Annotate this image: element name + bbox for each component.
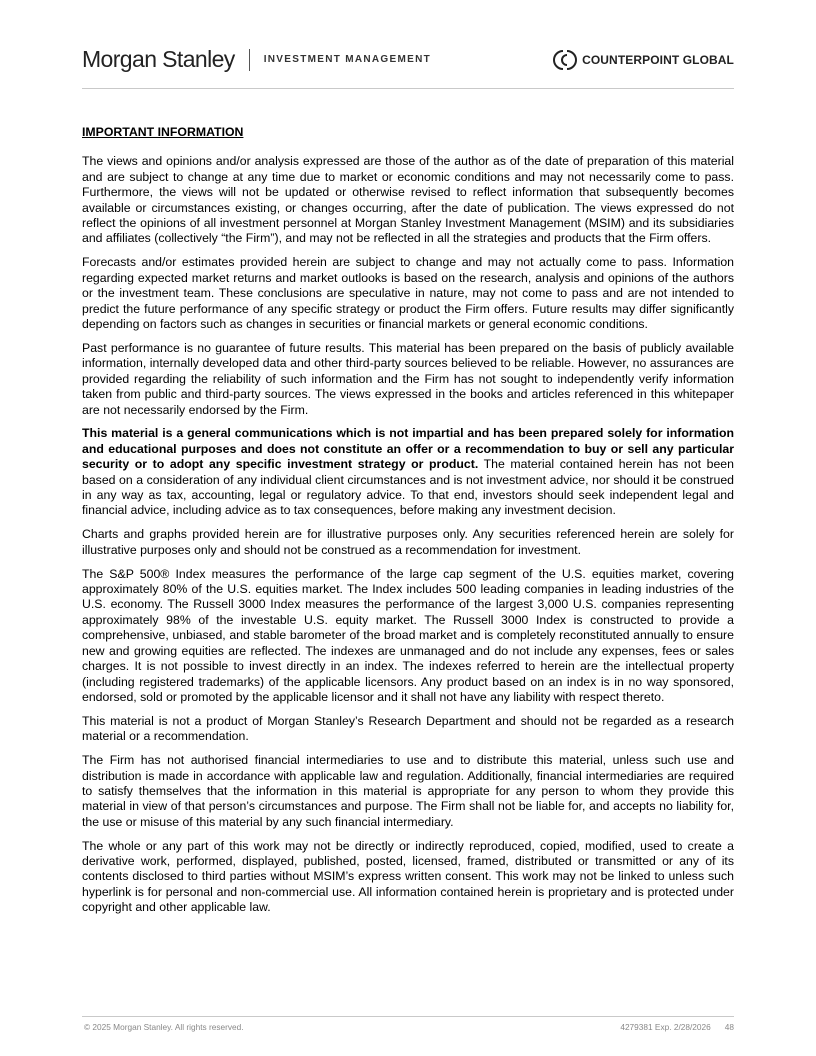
paragraph-bold-lead: This material is a general communications which is not impartial and has been prepared solely for information and educational purposes and does not constitute an offer or a recommendation to buy or sell any particular security or to adopt any specific investment strategy or product. <box>82 426 734 472</box>
division-label: INVESTMENT MANAGEMENT <box>263 54 432 65</box>
paragraph-text: Past performance is no guarantee of future results. This material has been prepared on the basis of publicly available information, internally developed data and other third-party sources believed to be reliable. However, no assurances are provided regarding the reliability of such information and the Firm has not sought to independently verify information taken from public and third-party sources. The views expressed in the books and articles referenced in this whitepaper are not necessarily endorsed by the Firm. <box>82 340 734 417</box>
paragraph-text: The views and opinions and/or analysis expressed are those of the author as of the date of preparation of this material and are subject to change at any time due to market or economic conditions and may not necessarily come to pass. Furthermore, the views will not be updated or otherwise revised to reflect information that subsequently becomes available or circumstances existing, or changes occurring, after the date of publication. The views expressed do not reflect the opinions of all investment personnel at Morgan Stanley Investment Management (MSIM) and its subsidiaries and affiliates (collectively “the Firm”), and may not be reflected in all the strategies and products that the Firm offers. <box>82 154 734 246</box>
paragraph-views-opinions <box>82 154 734 246</box>
paragraph-text: This material is not a product of Morgan Stanley’s Research Department and should not be regarded as a research material or a recommendation. <box>82 713 734 744</box>
paragraph-text: Charts and graphs provided herein are for illustrative purposes only. Any securities referenced herein are solely for illustrative purposes only and should not be construed as a recommendation for investment. <box>82 527 734 557</box>
paragraph-text: The S&P 500® Index measures the performance of the large cap segment of the U.S. equities market, covering approximately 80% of the U.S. equities market. The Index includes 500 leading companies in leading industries of the U.S. economy. The Russell 3000 Index measures the performance of the largest 3,000 U.S. companies representing approximately 98% of the investable U.S. equity market. The Russell 3000 Index is constructed to provide a comprehensive, unbiased, and stable barometer of the broad market and is completely reconstituted annually to ensure new and growing equities are reflected. The indexes are unmanaged and do not include any expenses, fees or sales charges. It is not possible to invest directly in an index. The indexes referred to herein are the intellectual property (including registered trademarks) of the applicable licensors. Any product based on an index is in no way sponsored, endorsed, sold or promoted by the applicable licensor and it shall not have any liability with respect thereto. <box>82 566 734 704</box>
counterpoint-global-label: COUNTERPOINT GLOBAL <box>582 53 734 67</box>
paragraph-forecasts <box>82 255 734 332</box>
document-body <box>82 125 734 924</box>
morgan-stanley-logo: Morgan Stanley <box>82 46 235 72</box>
counterpoint-c-icon <box>552 49 578 71</box>
paragraph-past-performance <box>82 341 734 418</box>
paragraph-index-definitions <box>82 567 734 706</box>
footer-right <box>606 1022 734 1032</box>
paragraph-intermediaries <box>82 753 734 830</box>
header-divider <box>249 49 250 71</box>
section-title: IMPORTANT INFORMATION <box>82 125 244 139</box>
paragraph-text: The Firm has not authorised financial intermediaries to use and to distribute this material, unless such use and distribution is made in accordance with applicable law and regulation. Additionally, financial intermediaries are required to satisfy themselves that the information in this material is appropriate for any person to whom they provide this material in view of that person’s circumstances and purpose. The Firm shall not be liable for, and accepts no liability for, the use or misuse of this material by any such financial intermediary. <box>82 753 734 829</box>
page-header <box>82 44 734 89</box>
counterpoint-global-logo <box>552 49 734 71</box>
paragraph-research-department <box>82 714 734 745</box>
document-id: 4279381 Exp. 2/28/2026 <box>620 1022 711 1032</box>
page-footer <box>82 1016 734 1032</box>
paragraph-copyright <box>82 839 734 916</box>
paragraph-general-communications <box>82 426 734 518</box>
paragraph-charts-graphs <box>82 527 734 558</box>
brand-block <box>82 46 431 73</box>
page-number: 48 <box>724 1022 734 1032</box>
copyright-notice: © 2025 Morgan Stanley. All rights reserved. <box>84 1022 244 1032</box>
paragraph-text: The material contained herein has not been based on a consideration of any individual client circumstances and is not investment advice, nor should it be construed in any way as tax, accounting, legal or regulatory advice. To that end, investors should seek independent legal and financial advice, including advice as to tax consequences, before making any investment decision. <box>82 457 734 518</box>
paragraph-text: Forecasts and/or estimates provided herein are subject to change and may not actually come to pass. Information regarding expected market returns and market outlooks is based on the research, analysis and opinions of the authors or the investment team. These conclusions are speculative in nature, may not come to pass and are not intended to predict the future performance of any specific strategy or product the Firm offers. Future results may differ significantly depending on factors such as changes in securities or financial markets or general economic conditions. <box>82 255 734 331</box>
paragraph-text: The whole or any part of this work may not be directly or indirectly reproduced, copied, modified, used to create a derivative work, performed, displayed, published, posted, licensed, framed, distributed or transmitted or any of its contents disclosed to third parties without MSIM’s express written consent. This work may not be linked to unless such hyperlink is for personal and non-commercial use. All information contained herein is proprietary and is protected under copyright and other applicable law. <box>82 838 734 915</box>
